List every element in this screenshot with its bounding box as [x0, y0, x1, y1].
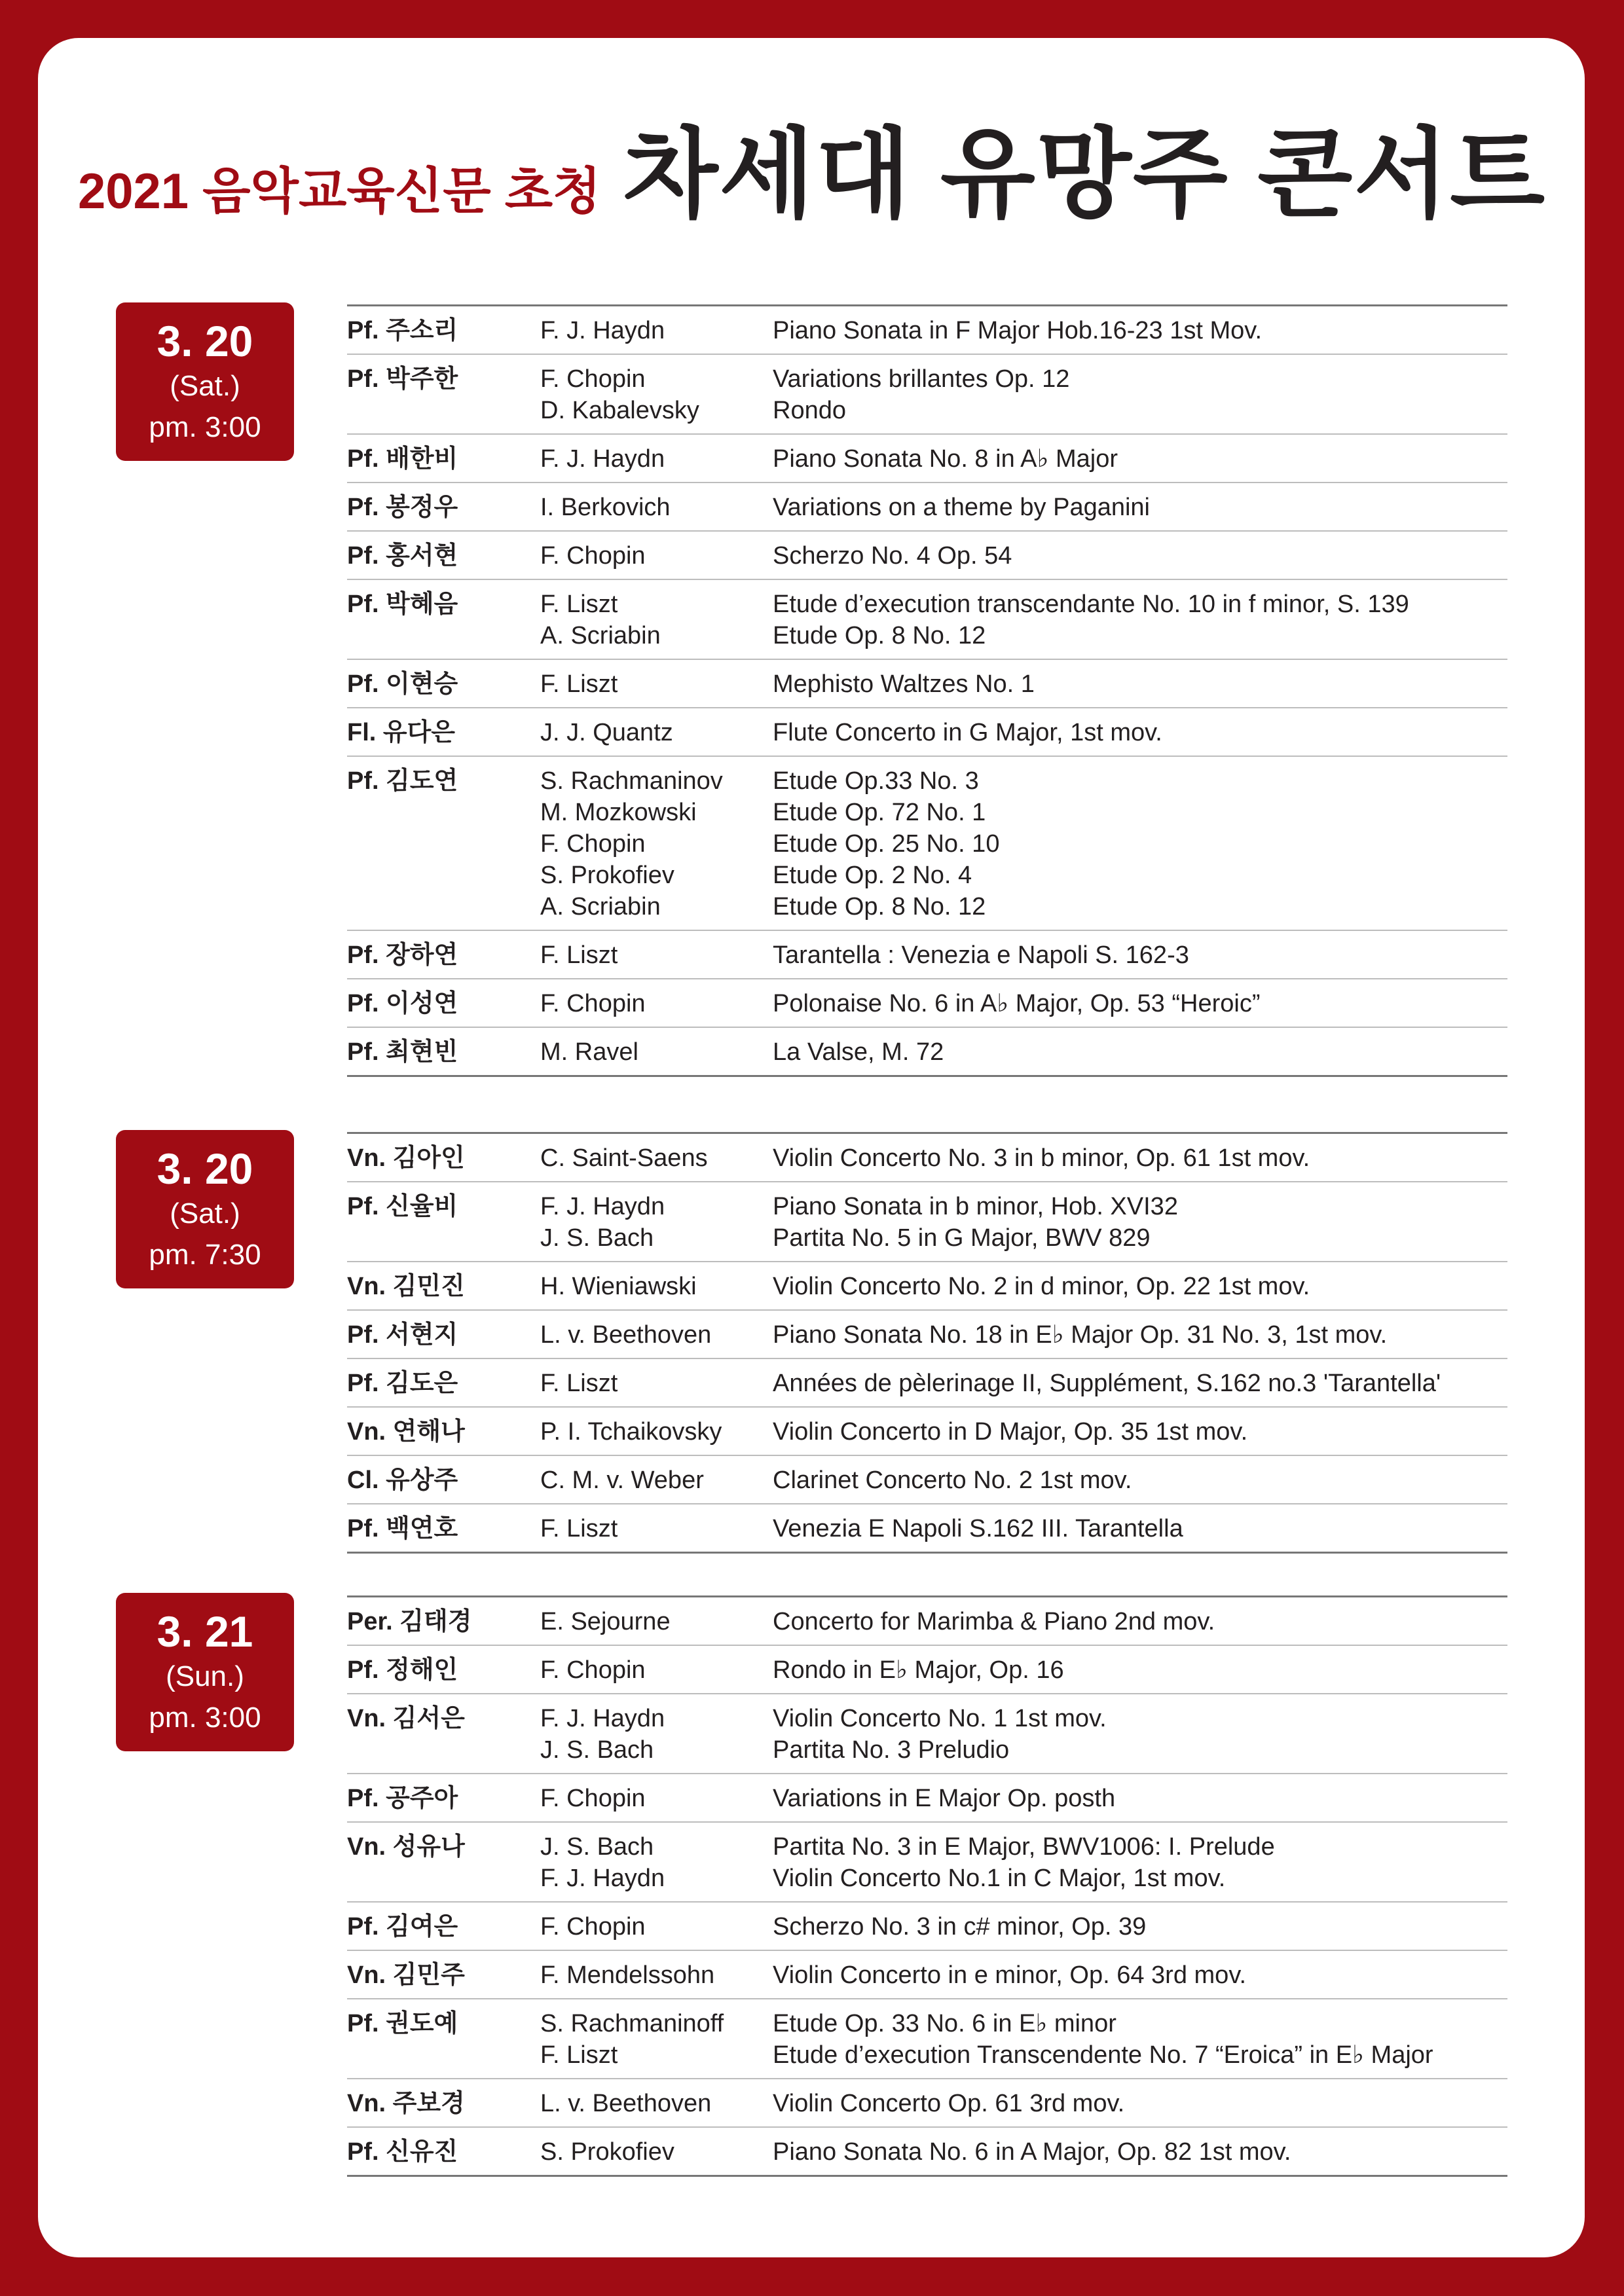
concert-date: 3. 21 — [157, 1607, 253, 1656]
performer-name: Vn. 성유나 — [347, 1833, 465, 1861]
composer: C. M. v. Weber — [540, 1467, 704, 1494]
performer-name: Pf. 봉정우 — [347, 494, 458, 521]
piece-line — [540, 315, 1507, 346]
piece-line — [540, 1191, 1507, 1222]
composer: F. Chopin — [540, 365, 646, 393]
piece-list — [540, 1513, 1507, 1544]
work-title: Etude Op. 8 No. 12 — [773, 893, 986, 920]
performer-name: Pf. 김도연 — [347, 767, 458, 795]
piece-list — [540, 717, 1507, 748]
piece-list — [540, 443, 1507, 475]
piece-list — [540, 988, 1507, 1019]
work-title: Violin Concerto No. 1 1st mov. — [773, 1705, 1107, 1732]
piece-list — [540, 1465, 1507, 1496]
piece-list — [540, 1271, 1507, 1302]
concert-time: pm. 3:00 — [149, 1702, 261, 1734]
composer: F. J. Haydn — [540, 1705, 665, 1732]
piece-line — [540, 1465, 1507, 1496]
work-title: Piano Sonata No. 18 in E♭ Major Op. 31 No. 3, 1st mov. — [773, 1321, 1388, 1349]
program-row — [347, 2126, 1507, 2175]
work-title: Violin Concerto No. 3 in b minor, Op. 61 1st mov. — [773, 1144, 1310, 1172]
piece-line — [540, 1703, 1507, 1734]
program-row — [347, 1181, 1507, 1261]
program-row — [347, 1821, 1507, 1901]
program-row — [347, 482, 1507, 530]
piece-line — [540, 828, 1507, 860]
composer: J. S. Bach — [540, 1833, 654, 1861]
composer: A. Scriabin — [540, 893, 661, 920]
performer-name: Pf. 권도예 — [347, 2010, 458, 2037]
program-row — [347, 1406, 1507, 1455]
piece-line — [540, 860, 1507, 891]
performer-name: Pf. 홍서현 — [347, 542, 458, 570]
program-row — [347, 433, 1507, 482]
piece-list — [540, 1911, 1507, 1942]
composer: M. Ravel — [540, 1038, 638, 1066]
performer-name: Pf. 신유진 — [347, 2138, 458, 2166]
program-row — [347, 530, 1507, 579]
piece-line — [540, 620, 1507, 651]
composer: F. J. Haydn — [540, 1193, 665, 1220]
date-badge-concert-1 — [116, 302, 294, 461]
title-main: 차세대 유망주 콘서트 — [623, 119, 1547, 229]
piece-line — [540, 1368, 1507, 1399]
work-title: Rondo — [773, 397, 846, 424]
work-title: Venezia E Napoli S.162 III. Tarantella — [773, 1515, 1183, 1542]
performer-name: Pf. 정해인 — [347, 1656, 458, 1684]
program-row — [347, 1455, 1507, 1503]
piece-line — [540, 589, 1507, 620]
work-title: Violin Concerto in D Major, Op. 35 1st mov. — [773, 1418, 1248, 1446]
composer: J. S. Bach — [540, 1736, 654, 1764]
work-title: Variations in E Major Op. posth — [773, 1785, 1116, 1812]
program-row — [347, 1901, 1507, 1950]
piece-line — [540, 891, 1507, 922]
work-title: Violin Concerto Op. 61 3rd mov. — [773, 2090, 1125, 2117]
work-title: Polonaise No. 6 in A♭ Major, Op. 53 “Heroic” — [773, 990, 1261, 1017]
title-subtitle: 2021 음악교육신문 초청 — [77, 164, 601, 219]
composer: F. Chopin — [540, 1656, 646, 1684]
performer-name: Per. 김태경 — [347, 1608, 472, 1635]
piece-line — [540, 668, 1507, 700]
composer: F. J. Haydn — [540, 1865, 665, 1892]
piece-list — [540, 2136, 1507, 2168]
piece-list — [540, 2088, 1507, 2119]
piece-line — [540, 1142, 1507, 1174]
performer-name: Vn. 김서은 — [347, 1705, 465, 1732]
program-row — [347, 659, 1507, 707]
piece-line — [540, 1036, 1507, 1068]
piece-line — [540, 2088, 1507, 2119]
work-title: Violin Concerto No. 2 in d minor, Op. 22 1st mov. — [773, 1273, 1310, 1300]
program-row — [347, 2078, 1507, 2126]
work-title: Partita No. 3 in E Major, BWV1006: I. Prelude — [773, 1833, 1275, 1861]
composer: F. Liszt — [540, 591, 618, 618]
piece-list — [540, 589, 1507, 651]
concert-date: 3. 20 — [157, 1144, 253, 1193]
program-row — [347, 1645, 1507, 1693]
program-concert-2 — [347, 1132, 1507, 1554]
piece-line — [540, 1606, 1507, 1637]
piece-list — [540, 668, 1507, 700]
composer: F. Liszt — [540, 1515, 618, 1542]
program-row — [347, 978, 1507, 1027]
composer: F. Chopin — [540, 1785, 646, 1812]
piece-list — [540, 1036, 1507, 1068]
performer-name: Vn. 주보경 — [347, 2090, 465, 2117]
concert-date: 3. 20 — [157, 317, 253, 365]
composer: F. Chopin — [540, 830, 646, 858]
work-title: Piano Sonata in b minor, Hob. XVI32 — [773, 1193, 1178, 1220]
work-title: Clarinet Concerto No. 2 1st mov. — [773, 1467, 1132, 1494]
piece-line — [540, 1416, 1507, 1448]
work-title: Concerto for Marimba & Piano 2nd mov. — [773, 1608, 1215, 1635]
work-title: Etude Op. 33 No. 6 in E♭ minor — [773, 2010, 1116, 2037]
composer: D. Kabalevsky — [540, 397, 699, 424]
composer: F. Liszt — [540, 2041, 618, 2069]
composer: S. Rachmaninoff — [540, 2010, 724, 2037]
performer-name: Pf. 박혜음 — [347, 591, 458, 618]
piece-list — [540, 363, 1507, 426]
work-title: Piano Sonata No. 6 in A Major, Op. 82 1st mov. — [773, 2138, 1291, 2166]
piece-list — [540, 1191, 1507, 1254]
piece-line — [540, 540, 1507, 572]
work-title: Etude Op. 8 No. 12 — [773, 622, 986, 649]
piece-line — [540, 1959, 1507, 1991]
work-title: Piano Sonata in F Major Hob.16-23 1st Mov. — [773, 317, 1263, 344]
work-title: Variations on a theme by Paganini — [773, 494, 1150, 521]
piece-line — [540, 1783, 1507, 1814]
performer-name: Pf. 이현승 — [347, 670, 458, 698]
program-row — [347, 354, 1507, 433]
piece-line — [540, 2039, 1507, 2071]
piece-line — [540, 797, 1507, 828]
program-row — [347, 1998, 1507, 2078]
composer: F. J. Haydn — [540, 317, 665, 344]
piece-list — [540, 1959, 1507, 1991]
program-concert-3 — [347, 1595, 1507, 2177]
program-row — [347, 1027, 1507, 1075]
piece-line — [540, 988, 1507, 1019]
composer: F. Chopin — [540, 990, 646, 1017]
piece-list — [540, 1831, 1507, 1894]
composer: S. Rachmaninov — [540, 767, 723, 795]
concert-weekday: (Sat.) — [170, 370, 240, 402]
performer-name: Pf. 최현빈 — [347, 1038, 458, 1066]
composer: F. J. Haydn — [540, 445, 665, 473]
work-title: Tarantella : Venezia e Napoli S. 162-3 — [773, 941, 1189, 969]
performer-name: Vn. 김민주 — [347, 1961, 465, 1989]
composer: F. Liszt — [540, 941, 618, 969]
piece-line — [540, 395, 1507, 426]
composer: F. Mendelssohn — [540, 1961, 715, 1989]
piece-list — [540, 540, 1507, 572]
piece-line — [540, 1911, 1507, 1942]
composer: A. Scriabin — [540, 622, 661, 649]
composer: L. v. Beethoven — [540, 2090, 712, 2117]
piece-list — [540, 2008, 1507, 2071]
program-row — [347, 707, 1507, 756]
piece-line — [540, 492, 1507, 523]
piece-list — [540, 1416, 1507, 1448]
work-title: Années de pèlerinage II, Supplément, S.162 no.3 'Tarantella' — [773, 1370, 1441, 1397]
composer: I. Berkovich — [540, 494, 671, 521]
piece-list — [540, 1703, 1507, 1766]
piece-list — [540, 1319, 1507, 1351]
program-row — [347, 1261, 1507, 1309]
concert-time: pm. 7:30 — [149, 1239, 261, 1271]
work-title: Variations brillantes Op. 12 — [773, 365, 1070, 393]
work-title: Violin Concerto No.1 in C Major, 1st mov. — [773, 1865, 1226, 1892]
piece-line — [540, 363, 1507, 395]
poster-title — [0, 95, 1624, 236]
work-title: Partita No. 5 in G Major, BWV 829 — [773, 1224, 1151, 1252]
work-title: Flute Concerto in G Major, 1st mov. — [773, 719, 1162, 746]
composer: H. Wieniawski — [540, 1273, 697, 1300]
performer-name: Cl. 유상주 — [347, 1467, 458, 1494]
piece-list — [540, 315, 1507, 346]
program-concert-1 — [347, 304, 1507, 1077]
composer: F. Liszt — [540, 670, 618, 698]
work-title: Rondo in E♭ Major, Op. 16 — [773, 1656, 1064, 1684]
work-title: Partita No. 3 Preludio — [773, 1736, 1010, 1764]
composer: P. I. Tchaikovsky — [540, 1418, 722, 1446]
piece-line — [540, 443, 1507, 475]
performer-name: Pf. 서현지 — [347, 1321, 458, 1349]
composer: F. Chopin — [540, 542, 646, 570]
performer-name: Pf. 장하연 — [347, 941, 458, 969]
piece-line — [540, 1654, 1507, 1686]
work-title: Scherzo No. 4 Op. 54 — [773, 542, 1012, 570]
program-row — [347, 1134, 1507, 1181]
piece-line — [540, 2008, 1507, 2039]
piece-list — [540, 1783, 1507, 1814]
date-badge-concert-2 — [116, 1130, 294, 1288]
work-title: Etude Op. 2 No. 4 — [773, 862, 972, 889]
program-row — [347, 306, 1507, 354]
piece-line — [540, 1831, 1507, 1863]
program-row — [347, 1597, 1507, 1645]
work-title: Scherzo No. 3 in c# minor, Op. 39 — [773, 1913, 1147, 1941]
composer: S. Prokofiev — [540, 862, 674, 889]
piece-line — [540, 1513, 1507, 1544]
work-title: Piano Sonata No. 8 in A♭ Major — [773, 445, 1118, 473]
work-title: Mephisto Waltzes No. 1 — [773, 670, 1035, 698]
program-row — [347, 579, 1507, 659]
piece-line — [540, 765, 1507, 797]
performer-name: Pf. 김여은 — [347, 1913, 458, 1941]
piece-line — [540, 1734, 1507, 1766]
composer: F. Liszt — [540, 1370, 618, 1397]
performer-name: Pf. 주소리 — [347, 317, 458, 344]
piece-line — [540, 1271, 1507, 1302]
work-title: Etude Op.33 No. 3 — [773, 767, 979, 795]
piece-list — [540, 939, 1507, 971]
piece-line — [540, 2136, 1507, 2168]
performer-name: Pf. 백연호 — [347, 1515, 458, 1542]
performer-name: Fl. 유다은 — [347, 719, 456, 746]
piece-line — [540, 717, 1507, 748]
composer: E. Sejourne — [540, 1608, 671, 1635]
concert-weekday: (Sun.) — [166, 1660, 244, 1692]
piece-list — [540, 1142, 1507, 1174]
performer-name: Pf. 신율비 — [347, 1193, 458, 1220]
program-row — [347, 1950, 1507, 1998]
piece-line — [540, 1863, 1507, 1894]
concert-weekday: (Sat.) — [170, 1197, 240, 1230]
work-title: Etude d’execution Transcendente No. 7 “Eroica” in E♭ Major — [773, 2041, 1433, 2069]
composer: S. Prokofiev — [540, 2138, 674, 2166]
piece-line — [540, 939, 1507, 971]
composer: J. J. Quantz — [540, 719, 673, 746]
performer-name: Pf. 김도은 — [347, 1370, 458, 1397]
composer: F. Chopin — [540, 1913, 646, 1941]
composer: C. Saint-Saens — [540, 1144, 708, 1172]
composer: J. S. Bach — [540, 1224, 654, 1252]
program-row — [347, 1693, 1507, 1773]
program-row — [347, 1503, 1507, 1552]
piece-list — [540, 1606, 1507, 1637]
program-row — [347, 1309, 1507, 1358]
work-title: Etude Op. 25 No. 10 — [773, 830, 1000, 858]
piece-line — [540, 1222, 1507, 1254]
program-row — [347, 1358, 1507, 1406]
performer-name: Pf. 배한비 — [347, 445, 458, 473]
performer-name: Vn. 연해나 — [347, 1418, 465, 1446]
work-title: Violin Concerto in e minor, Op. 64 3rd mov. — [773, 1961, 1247, 1989]
performer-name: Pf. 공주아 — [347, 1785, 458, 1812]
piece-list — [540, 1368, 1507, 1399]
piece-list — [540, 1654, 1507, 1686]
program-row — [347, 1773, 1507, 1821]
program-row — [347, 756, 1507, 930]
performer-name: Pf. 박주한 — [347, 365, 458, 393]
performer-name: Pf. 이성연 — [347, 990, 458, 1017]
work-title: La Valse, M. 72 — [773, 1038, 944, 1066]
concert-time: pm. 3:00 — [149, 411, 261, 443]
performer-name: Vn. 김민진 — [347, 1273, 465, 1300]
performer-name: Vn. 김아인 — [347, 1144, 465, 1172]
composer: L. v. Beethoven — [540, 1321, 712, 1349]
piece-list — [540, 765, 1507, 922]
piece-list — [540, 492, 1507, 523]
program-row — [347, 930, 1507, 978]
piece-line — [540, 1319, 1507, 1351]
work-title: Etude Op. 72 No. 1 — [773, 799, 986, 826]
composer: M. Mozkowski — [540, 799, 697, 826]
work-title: Etude d’execution transcendante No. 10 in f minor, S. 139 — [773, 591, 1409, 618]
date-badge-concert-3 — [116, 1593, 294, 1751]
